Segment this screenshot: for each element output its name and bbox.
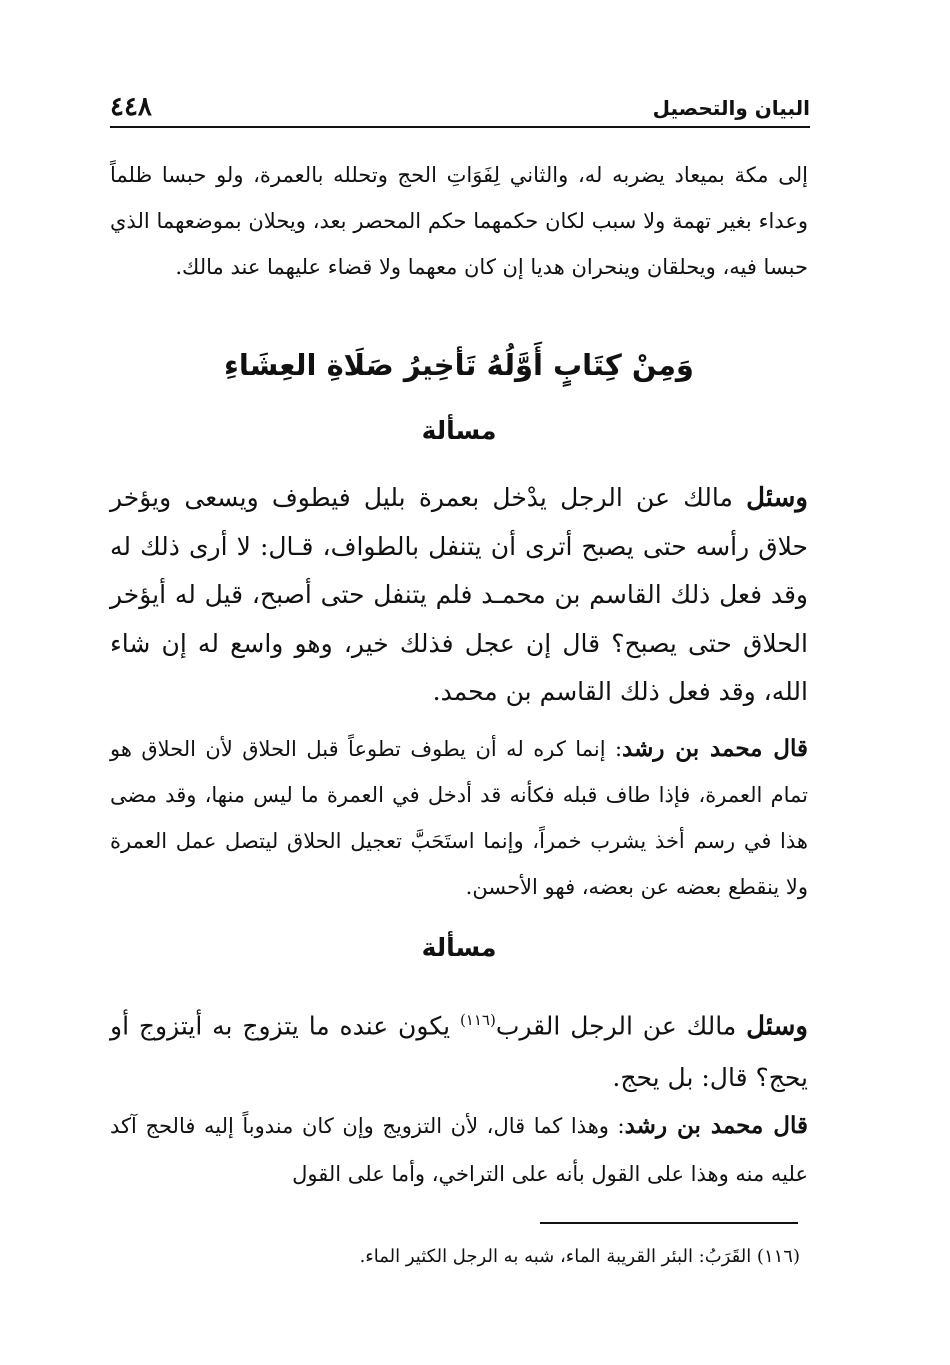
question-lead-2: وسئل (746, 1011, 808, 1042)
footnote-reference[interactable]: (١١٦) (459, 1011, 496, 1029)
commentary-paragraph-2 (110, 1102, 808, 1198)
commentary-paragraph-1 (110, 726, 808, 910)
commentary-lead-1: قال محمد بن رشد (622, 735, 808, 762)
question-lead-1: وسئل (746, 483, 808, 513)
page-number: ٤٤٨ (110, 92, 152, 122)
question-text-2a: مالك عن الرجل القرب (495, 1011, 747, 1041)
question-text-2b: يكون عنده ما يتزوج به أيتزوج أو يحج؟ قال: بل يحج. (110, 1011, 808, 1093)
running-header (110, 88, 810, 128)
question-paragraph-1 (110, 474, 808, 717)
section-heading-2: مسألة (421, 933, 497, 962)
book-title: البيان والتحصيل (652, 96, 810, 120)
commentary-text-2: : وهذا كما قال، لأن التزويج وإن كان مندوباً إليه فالحج آكد عليه منه وهذا على القول بأنه على التراخي، وأما على القول (110, 1114, 808, 1186)
question-paragraph-2 (110, 994, 808, 1104)
continued-paragraph: إلى مكة بميعاد يضربه له، والثاني لِفَوَاتِ الحج وتحلله بالعمرة، ولو حبسا ظلماً وعداء بغير تهمة ولا سبب لكان حكمهما حكم المحصر بعد، ويحلان بموضعهما الذي حبسا فيه، ويحلقان وينحران هديا إن كان معهما ولا قضاء عليهما عند مالك. (110, 163, 808, 279)
section-heading-1: مسألة (421, 416, 497, 445)
commentary-text-1: : إنما كره له أن يطوف تطوعاً قبل الحلاق لأن الحلاق هو تمام العمرة، فإذا طاف قبله فكأنه قد أدخل في العمرة ما ليس منها، وقد مضى هذا في رسم أخذ يشرب خمراً، وإنما استَحَبَّ تعجيل الحلاق ليتصل عمل العمرة ولا ينقطع بعضه عن بعضه، فهو الأحسن. (110, 737, 808, 899)
question-text-1: مالك عن الرجل يدْخل بعمرة بليل فيطوف ويسعى ويؤخر حلاق رأسه حتى يصبح أترى أن يتنفل بالطواف، قـال: لا أرى ذلك له وقد فعل ذلك القاسم بن محمـد فلم يتنفل حتى أصبح، قيل له أيؤخر الحلاق حتى يصبح؟ قال إن عجل فذلك خير، وهو واسع له إن شاء الله، وقد فعل ذلك القاسم بن محمد. (110, 483, 808, 706)
footnote: (١١٦) القَرَبُ: البئر القريبة الماء، شبه به الرجل الكثير الماء. (359, 1246, 800, 1267)
commentary-lead-2: قال محمد بن رشد (624, 1112, 808, 1139)
footnote-divider (540, 1222, 798, 1224)
chapter-heading: وَمِنْ كِتَابٍ أَوَّلُهُ تَأخِيرُ صَلَاةِ العِشَاءِ (224, 348, 694, 382)
